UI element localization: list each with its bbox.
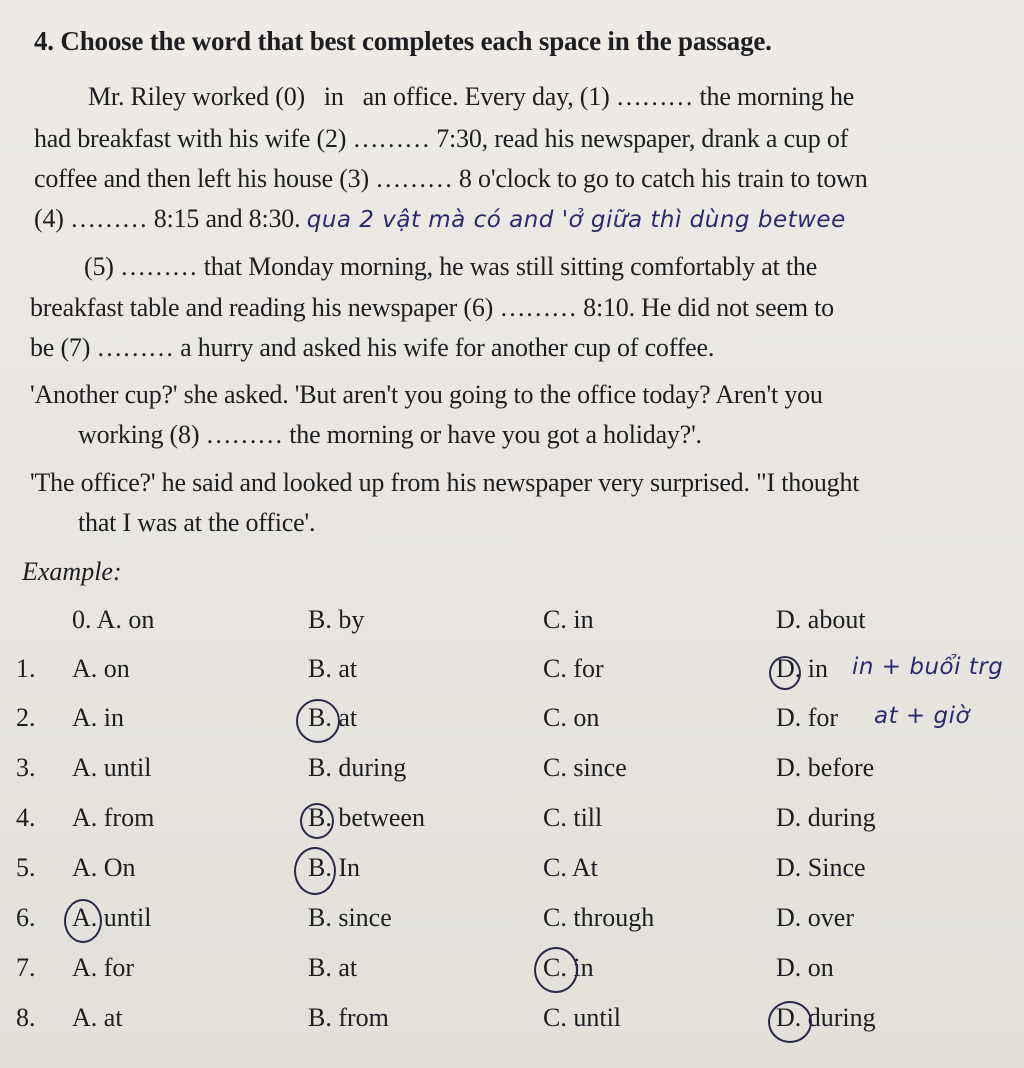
passage-line-8: 'Another cup?' she asked. 'But aren't you going to the office today? Aren't you (30, 380, 823, 409)
option-d: D. Since (776, 853, 866, 882)
option-row-5 (0, 853, 1024, 893)
option-b: B. from (308, 1003, 389, 1032)
option-c: C. in (543, 953, 594, 982)
option-row-2 (0, 703, 1024, 743)
example-label: Example: (22, 557, 122, 586)
row-number: 6. (16, 903, 36, 932)
option-a: A. on (72, 654, 130, 683)
row-number: 8. (16, 1003, 36, 1032)
option-a: A. in (72, 703, 124, 732)
passage-line-1: Mr. Riley worked (0) in an office. Every day, (1) ……… the morning he (88, 82, 855, 111)
option-c: C. on (543, 703, 600, 732)
option-row-0 (0, 605, 1024, 645)
handwritten-note-between: qua 2 vật mà có and 'ở giữa thì dùng betwee (306, 207, 846, 233)
handwritten-note-row2: at + giờ (874, 703, 971, 729)
option-row-1 (0, 654, 1024, 694)
option-c: C. At (543, 853, 598, 882)
option-row-3 (0, 753, 1024, 793)
option-row-4 (0, 803, 1024, 843)
option-b: B. at (308, 953, 358, 982)
option-d: D. in (776, 654, 828, 683)
option-d: D. during (776, 1003, 876, 1032)
passage-line-11: that I was at the office'. (78, 508, 316, 537)
option-row-8 (0, 1003, 1024, 1043)
option-a: A. until (72, 753, 152, 782)
option-d: D. before (776, 753, 875, 782)
option-a: A. On (72, 853, 136, 882)
passage-line-6: breakfast table and reading his newspaper (6) ……… 8:10. He did not seem to (30, 293, 834, 322)
row-number: 5. (16, 853, 36, 882)
option-b: B. since (308, 903, 392, 932)
option-b: B. In (308, 853, 360, 882)
passage-line-4-text: (4) ……… 8:15 and 8:30. (34, 204, 301, 233)
option-c: C. in (543, 605, 594, 634)
option-c: C. till (543, 803, 603, 832)
row-number: 2. (16, 703, 36, 732)
option-c: C. through (543, 903, 655, 932)
passage-line-2: had breakfast with his wife (2) ……… 7:30, read his newspaper, drank a cup of (34, 124, 849, 153)
option-c: C. until (543, 1003, 622, 1032)
option-d: D. over (776, 903, 854, 932)
option-c: C. since (543, 753, 627, 782)
option-a: A. for (72, 953, 135, 982)
exercise-heading: 4. Choose the word that best completes each space in the passage. (34, 26, 772, 56)
option-c: C. for (543, 654, 604, 683)
option-d: D. for (776, 703, 839, 732)
row-number: 4. (16, 803, 36, 832)
option-b: B. between (308, 803, 425, 832)
passage-line-3: coffee and then left his house (3) ……… 8 o'clock to go to catch his train to town (34, 164, 868, 193)
option-b: B. by (308, 605, 365, 634)
option-a: A. from (72, 803, 155, 832)
option-a: A. at (72, 1003, 123, 1032)
option-row-6 (0, 903, 1024, 943)
option-d: D. during (776, 803, 876, 832)
option-d: D. about (776, 605, 866, 634)
option-d: D. on (776, 953, 834, 982)
passage-line-7: be (7) ……… a hurry and asked his wife for another cup of coffee. (30, 333, 715, 362)
option-b: B. during (308, 753, 407, 782)
passage-line-9: working (8) ……… the morning or have you got a holiday?'. (78, 420, 702, 449)
row-number: 7. (16, 953, 36, 982)
option-a: A. until (72, 903, 152, 932)
option-row-7 (0, 953, 1024, 993)
passage-line-10: 'The office?' he said and looked up from his newspaper very surprised. "I thought (30, 468, 860, 497)
option-b: B. at (308, 654, 358, 683)
row-number: 1. (16, 654, 36, 683)
passage-line-4 (34, 204, 846, 234)
option-b: B. at (308, 703, 358, 732)
option-a: 0. A. on (72, 605, 155, 634)
row-number: 3. (16, 753, 36, 782)
handwritten-note-row1: in + buổi trg (852, 654, 1004, 680)
passage-line-5: (5) ……… that Monday morning, he was still sitting comfortably at the (84, 252, 818, 281)
